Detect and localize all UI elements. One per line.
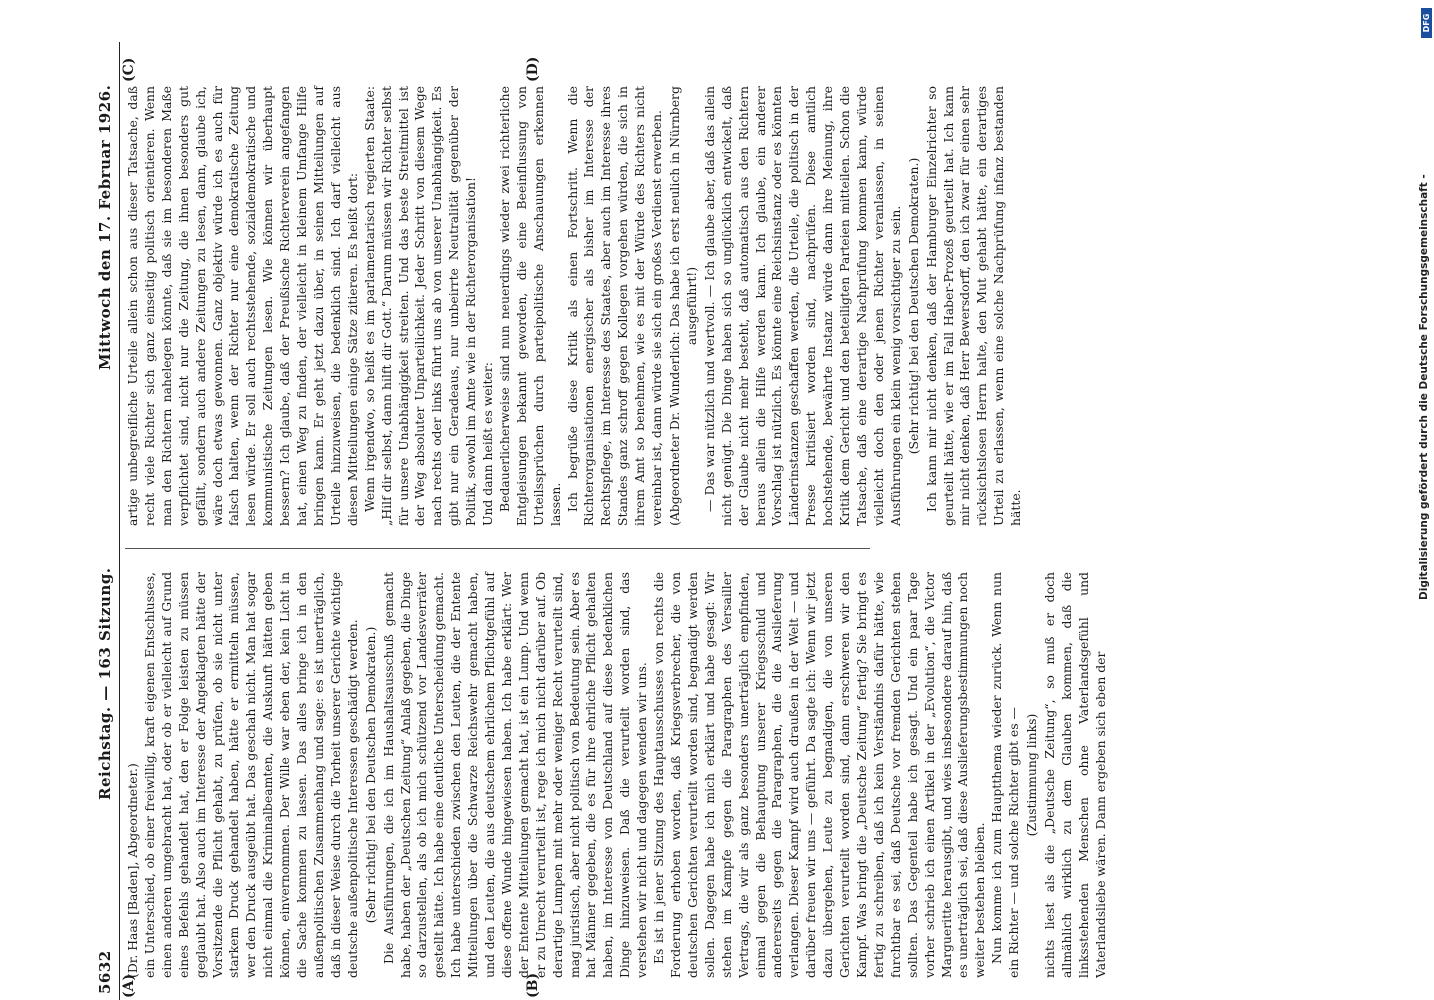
paragraph: Ich kann mir nicht denken, daß der Hamburger Einzelrichter so geurteilt hätte, wie er im Fall Haber-Prozeß geurteilt hat. Ich kann mir nicht denken, daß Herr Bewersdorff, den ich zwar für einen sehr rücksichtslosen Herrn halte, den Mut gehabt hätte, ein derartiges Urteil zu erlassen, wenn eine solche Nachprüfung infanz bestanden hätte. <box>923 86 1024 526</box>
paragraph: artige unbegreifliche Urteile allein schon aus dieser Tatsache, daß recht viele Richter sich ganz einseitig politisch orientieren. Wenn man den Richtern nahelegen könnte, daß sie im besonderen Maße verpflichtet sind, nicht nur die Zeitung, die ihnen besonders gut gefällt, sondern auch andere Zeitungen zu lesen, dann, glaube ich, wäre doch etwas gewonnen. Ganz objektiv würde ich es auch für falsch halten, wenn der Richter nur eine demokratische Zeitung lesen würde. Er soll auch rechtsstehende, sozialdemokratische und kommunistische Zeitungen lesen. Wie können wir überhaupt bessern? Ich glaube, daß der Preußische Richterverein angefangen hat, einen Weg zu finden, der vielleicht in kleinem Umfange Hilfe bringen kann. Er geht jetzt dazu über, in seinen Mitteilungen auf Urteile hinzuweisen, die bedenklich sind. Ich darf vielleicht aus diesen Mitteilungen einige Sätze zitieren. Es heißt dort: <box>125 86 360 526</box>
margin-marker-c: (C) <box>121 57 137 82</box>
session-title: Reichstag. — 163 Sitzung. <box>96 567 114 800</box>
paragraph: Die Ausführungen, die ich im Haushaltsausschuß gemacht habe, haben der „Deutschen Zeitung“ Anlaß gegeben, die Dinge so darzustellen, als ob ich mich schützend vor Landesverräter gestellt hätte. Ich habe eine deutliche Unterscheidung gemacht. Ich habe unterschieden zwischen den Leuten, die der Entente Mitteilungen über die Schwarze Reichswehr gemacht haben, und den Leuten, die aus deutschem ehrlichem Pflichtgefühl auf diese offene Wunde hingewiesen haben. Ich habe erklärt: Wer der Entente Mitteilungen gemacht hat, ist ein Lump. Und wenn er zu Unrecht verurteilt ist, rege ich mich nicht darüber auf. Ob derartige Lumpen mit mehr oder weniger Recht verurteilt sind, mag juristisch, aber nicht politisch von Bedeutung sein. Aber es hat Männer gegeben, die es für ihre ehrliche Pflicht gehalten haben, im Interesse von Deutschland auf diese bedenklichen Dinge hinzuweisen. Daß die verurteilt worden sind, das verstehen wir nicht und dagegen wenden wir uns. <box>380 572 650 978</box>
paragraph: ein Unterschied, ob einer freiwillig, kraft eigenen Entschlusses, einen anderen umgebracht hat, oder ob er vielleicht auf Grund eines Befehls gehandelt hat, den er Folge leisten zu müssen geglaubt hat. Also auch im Interesse der Angeklagten hätte der Vorsitzende die Pflicht gehabt, zu prüfen, ob sie nicht unter starkem Druck gehandelt haben, hätte er ermitteln müssen, wer den Druck ausgeübt hat. Das geschah nicht. Man hat sogar nicht einmal die Kriminalbeamten, die Auskunft hätten geben können, einvernommen. Der Wille war eben der, kein Licht in die Sache kommen zu lassen. Das alles bringe ich in den außenpolitischen Zusammenhang und sage: es ist unerträglich, daß in dieser Weise durch die Torheit unserer Gerichte wichtige deutsche außenpolitische Interessen geschädigt werden. <box>141 572 360 978</box>
rotated-page <box>93 42 1108 1000</box>
interjection: (Sehr richtig! bei den Deutschen Demokraten.) <box>362 626 378 924</box>
margin-marker-d: (D) <box>525 56 541 82</box>
column-divider <box>125 548 870 549</box>
credit-text: Digitalisierung gefördert durch die Deutsche Forschungsgemeinschaft - <box>1418 174 1430 600</box>
margin-marker-b: (B) <box>525 972 541 998</box>
paragraph: Ich begrüße diese Kritik als einen Fortschritt. Wenn die Richterorganisationen energischer als bisher im Interesse der Rechtspflege, im Interesse des Staates, aber auch im Interesse ihres Standes ganz schroff gegen Kollegen vorgehen würden, die sich in ihrem Amt so benehmen, wie es mit der Würde des Richters nicht vereinbar ist, dann würde sie sich ein großes Verdienst erwerben. <box>564 86 665 526</box>
left-column <box>125 572 1108 978</box>
session-date: Mittwoch den 17. Februar 1926. <box>96 84 114 370</box>
right-column <box>125 86 1024 526</box>
quotation: Wenn irgendwo, so heißt es im parlamentarisch regierten Staate: „Hilf dir selbst, dann hilft dir Gott.“ Darum müssen wir Richter selbst für unsere Unabhängigkeit streiten. Und das beste Streitmittel ist der Weg absoluter Unparteilichkeit. Jeder Schritt von diesem Wege nach rechts oder links führt uns ab von unserer Unabhängigkeit. Es gibt nur ein Geradeaus, nur unbeirrte Neutralität gegenüber der Politik, sowohl im Amte wie in der Richterorganisation! <box>361 86 479 526</box>
dfg-logo-text: DFG <box>1422 13 1431 33</box>
quotation: Bedauerlicherweise sind nun neuerdings wieder zwei richterliche Entgleisungen bekannt geworden, die eine Beeinflussung von Urteilssprüchen durch parteipolitische Anschauungen erkennen lassen. <box>496 86 563 526</box>
page-header <box>93 42 120 1000</box>
interjection: (Sehr richtig! bei den Deutschen Demokraten.) <box>905 157 921 455</box>
speaker-line: (Dr. Haas [Baden], Abgeordneter.) <box>125 763 140 978</box>
interjection: (Zustimmung links) <box>1024 713 1040 837</box>
paragraph: nichts liest als die „Deutsche Zeitung“, so muß er doch allmählich wirklich zu dem Glauben kommen, daß die linksstehenden Menschen ohne Vaterlandsgefühl und Vaterlandsliebe wären. Dann ergeben sich eben der <box>1041 572 1108 978</box>
paragraph: Und dann heißt es weiter: <box>480 362 496 526</box>
paragraph: Nun komme ich zum Hauptthema wieder zurück. Wenn nun ein Richter — und solche Richter gibt es — <box>989 572 1022 978</box>
interjection: (Abgeordneter Dr. Wunderlich: Das habe ich erst neulich in Nürnberg ausgeführt!) <box>667 86 699 526</box>
margin-marker-a: (A) <box>121 973 137 998</box>
paragraph: — Das war nützlich und wertvoll. — Ich glaube aber, daß das allein nicht genügt. Die Dinge haben sich so unglücklich entwickelt, daß der Glaube nicht mehr besteht, daß automatisch aus den Richtern heraus allein die Hilfe werden kann. Ich glaube, ein anderer Vorschlag ist nützlich. Es könnte eine Reichsinstanz oder es könnten Länderinstanzen geschaffen werden, die Urteile, die politisch in der Presse kritisiert worden sind, nachprüfen. Diese amtlich hochstehende, bewährte Instanz würde dann ihre Meinung, ihre Kritik dem Gericht und den beteiligten Parteien mitteilen. Schon die Tatsache, daß eine derartige Nachprüfung kommen kann, würde vielleicht doch den oder jenen Richter veranlassen, in seinen Ausführungen ein klein wenig vorsichtiger zu sein. <box>701 86 903 526</box>
digitization-credit <box>1418 10 1432 600</box>
paragraph: Es ist in jener Sitzung des Hauptausschusses von rechts die Forderung erhoben worden, daß Kriegsverbrecher, die von deutschen Gerichten verurteilt worden sind, begnadigt werden sollen. Dagegen habe ich mich erklärt und habe gesagt: Wir stehen im Kampfe gegen die Paragraphen des Versailler Vertrags, die wir als ganz besonders unerträglich empfinden, einmal gegen die Behauptung unserer Kriegsschuld und andererseits gegen die Paragraphen, die die Auslieferung verlangen. Dieser Kampf wird auch draußen in der Welt — und darüber freuen wir uns — geführt. Da sagte ich: Wenn wir jetzt dazu übergehen, Leute zu begnadigen, die von unseren Gerichten verurteilt worden sind, dann erschweren wir den Kampf. Was bringt die „Deutsche Zeitung“ fertig? Sie bringt es fertig zu schreiben, daß ich kein Verständnis dafür hätte, wie furchtbar es sei, daß Deutsche vor fremden Gerichten stehen sollten. Das Gegenteil habe ich gesagt. Und ein paar Tage vorher schrieb ich einen Artikel in der „Evolution“, die Victor Margueritte herausgibt, und wies insbesondere darauf hin, daß es unerträglich sei, daß diese Auslieferungsbestimmungen noch weiter bestehen bleiben. <box>651 572 988 978</box>
dfg-logo <box>1421 8 1432 38</box>
page-number: 5632 <box>96 950 114 994</box>
